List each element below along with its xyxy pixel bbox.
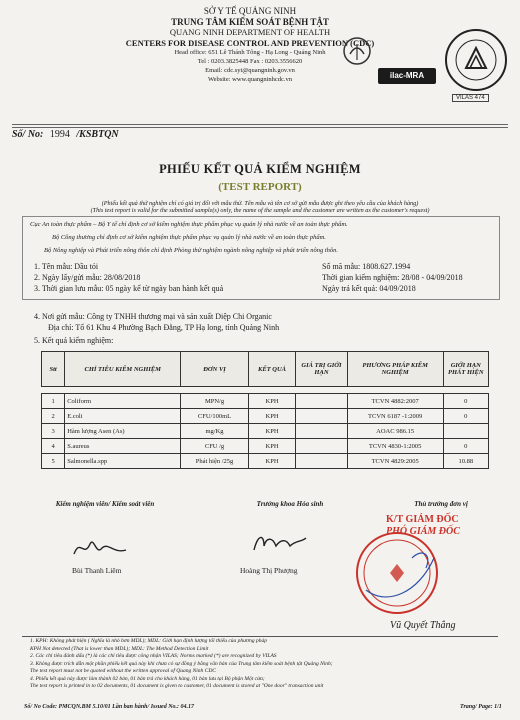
table-cell: KPH — [248, 424, 295, 439]
col-result: KẾT QUẢ — [248, 352, 295, 387]
vilas-badge: VILAS 474 — [452, 94, 489, 102]
table-cell: 4 — [42, 439, 65, 454]
table-row — [42, 439, 489, 454]
header-divider-2 — [12, 127, 508, 128]
report-subtitle: (TEST REPORT) — [218, 181, 302, 193]
table-cell: Coliform — [65, 394, 181, 409]
spacer-cell — [42, 387, 65, 394]
result-date: Ngày trả kết quả: 04/09/2018 — [322, 284, 416, 293]
table-cell: E.coli — [65, 409, 181, 424]
official-stamp-icon — [352, 528, 442, 618]
col-unit: ĐƠN VỊ — [181, 352, 249, 387]
footnote-1-en: KPH Not detected (That is lower than MDL); MDL: The Method Detection Limit — [30, 645, 209, 652]
table-cell: 0 — [443, 409, 488, 424]
footnote-4-en: The test report is printed in to 02 documents, 01 document is given to customer, 01 document is stored at "One door" transaction unit — [30, 683, 324, 689]
tester-signature-icon — [70, 536, 130, 560]
tester-name: Bùi Thanh Liêm — [72, 566, 122, 575]
director-role-1: K/T GIÁM ĐỐC — [386, 514, 459, 525]
footer-divider — [22, 636, 498, 637]
table-cell: 5 — [42, 454, 65, 469]
note-en: (This test report is valid for the submitted sample(s) only, the name of the sample and the customer are written as the customer's request) — [90, 207, 430, 214]
footnote-3: 3. Không được trích dẫn một phần phiếu kết quả này khi chưa có sự đồng ý bằng văn bản của Trung tâm kiểm soát bệnh tật Quảng Ninh; — [30, 660, 333, 667]
table-cell: mg/Kg — [181, 424, 249, 439]
table-cell: Phát hiện /25g — [181, 454, 249, 469]
accreditation-seal-icon — [444, 28, 508, 92]
table-header-row — [42, 352, 489, 387]
table-row — [42, 394, 489, 409]
col-detection: GIỚI HẠN PHÁT HIỆN — [443, 352, 488, 387]
org-parent: SỞ Y TẾ QUẢNG NINH — [203, 6, 297, 16]
table-cell: 10.88 — [443, 454, 488, 469]
spacer-cell — [248, 387, 295, 394]
table-cell — [296, 454, 347, 469]
test-period: Thời gian kiểm nghiệm: 28/08 - 04/09/2018 — [322, 273, 463, 282]
table-cell: 3 — [42, 424, 65, 439]
sample-code: Số mã mẫu: 1808.627.1994 — [322, 262, 411, 271]
col-criteria: CHỈ TIÊU KIỂM NGHIỆM — [65, 352, 181, 387]
table-cell — [443, 424, 488, 439]
org-address: Head office: 651 Lê Thánh Tông - Hạ Long - Quảng Ninh — [174, 49, 326, 56]
director-role-2: PHÓ GIÁM ĐỐC — [386, 526, 460, 537]
report-number — [12, 129, 119, 140]
table-cell: KPH — [248, 394, 295, 409]
cdc-logo-icon — [342, 36, 372, 66]
table-cell: TCVN 4882:2007 — [347, 394, 443, 409]
statement-3: Bộ Nông nghiệp và Phát triển nông thôn chỉ định Phòng thử nghiệm ngành nông nghiệp và phát triển nông thôn. — [44, 247, 339, 254]
table-cell: KPH — [248, 409, 295, 424]
table-cell: 0 — [443, 394, 488, 409]
page-number: Trang/ Page: 1/1 — [460, 704, 502, 710]
table-spacer — [42, 387, 489, 394]
org-name: TRUNG TÂM KIỂM SOÁT BỆNH TẬT — [171, 16, 329, 27]
table-cell: TCVN 4829:2005 — [347, 454, 443, 469]
sender: 4. Nơi gửi mẫu: Công ty TNHH thương mại và sản xuất Diệp Chi Organic — [34, 312, 272, 321]
spacer-cell — [296, 387, 347, 394]
org-website: Website: www.quangninhcdc.vn — [207, 76, 293, 83]
col-stt: Stt — [42, 352, 65, 387]
report-title: PHIẾU KẾT QUẢ KIỂM NGHIỆM — [159, 162, 361, 176]
table-cell: 0 — [443, 439, 488, 454]
col-limit: GIÁ TRỊ GIỚI HẠN — [296, 352, 347, 387]
table-cell: KPH — [248, 454, 295, 469]
note-vi: (Phiếu kết quả thử nghiệm chỉ có giá trị đối với mẫu thử. Tên mẫu và tên cơ sở gửi mẫu được ghi theo yêu cầu của khách hàng) — [101, 200, 419, 207]
footnote-3-en: The test report must not be quoted without the written approval of Quang Ninh CDC — [30, 668, 216, 674]
spacer-cell — [347, 387, 443, 394]
table-cell: Salmonella.spp — [65, 454, 181, 469]
director-name: Vũ Quyết Thắng — [390, 620, 456, 631]
head-title: Trưởng khoa Hóa sinh — [256, 500, 324, 508]
tester-title: Kiểm nghiệm viên/ Kiểm soát viên — [55, 500, 155, 508]
footnote-4: 4. Phiếu kết quả này được làm thành 02 bản, 01 bản trả cho khách hàng, 01 bản lưu tại Bộ phận Một cửa; — [30, 675, 265, 682]
table-cell: AOAC 986.15 — [347, 424, 443, 439]
col-method: PHƯƠNG PHÁP KIỂM NGHIỆM — [347, 352, 443, 387]
footnote-1: 1. KPH: Không phát hiện ( Nghĩa là nhỏ hơn MDL); MDL: Giới hạn định lượng tối thiểu của phương pháp — [30, 638, 267, 644]
header-divider — [12, 124, 508, 125]
table-cell — [296, 424, 347, 439]
table-cell: Hàm lượng Asen (As) — [65, 424, 181, 439]
storage-time: 3. Thời gian lưu mẫu: 05 ngày kể từ ngày ban hành kết quả — [34, 284, 224, 293]
table-row — [42, 424, 489, 439]
results-table — [41, 351, 489, 469]
ilac-mra-logo: ilac-MRA — [378, 68, 436, 84]
table-cell: TCVN 6187 -1:2009 — [347, 409, 443, 424]
spacer-cell — [65, 387, 181, 394]
table-cell: CFU /g — [181, 439, 249, 454]
report-number-value: 1994 — [49, 129, 70, 140]
sender-address: Địa chỉ: Tổ 61 Khu 4 Phường Bạch Đằng, TP Hạ long, tỉnh Quảng Ninh — [48, 323, 280, 332]
report-number-suffix: /KSBTQN — [76, 129, 119, 140]
received-date: 2. Ngày lấy/gửi mẫu: 28/08/2018 — [34, 273, 141, 282]
spacer-cell — [181, 387, 249, 394]
org-phone: Tel : 0203.3825448 Fax : 0203.3556620 — [197, 58, 303, 65]
head-signature-icon — [250, 530, 310, 556]
table-cell — [296, 394, 347, 409]
table-cell: MPN/g — [181, 394, 249, 409]
director-title: Thủ trưởng đơn vị — [414, 500, 468, 508]
head-name: Hoàng Thị Phượng — [240, 566, 298, 575]
sample-name: 1. Tên mẫu: Dầu tỏi — [34, 262, 99, 271]
document-code: Số/ No Code: PMCQN.BM 5.10/01 Lần ban hành/ Issued No.: 04.17 — [24, 704, 195, 710]
table-cell: S.aureus — [65, 439, 181, 454]
statement-2: Bộ Công thương chỉ định cơ sở kiểm nghiệm thực phẩm phục vụ quản lý nhà nước về an toàn thực phẩm. — [52, 234, 326, 241]
org-email: Email: cdc.syt@quangninh.gov.vn — [205, 67, 295, 74]
table-row — [42, 454, 489, 469]
org-name-en: CENTERS FOR DISEASE CONTROL AND PREVENTION (CDC) — [125, 37, 375, 48]
table-cell — [296, 409, 347, 424]
table-cell: CFU/100mL — [181, 409, 249, 424]
statement-1: Cục An toàn thực phẩm – Bộ Y tế chỉ định cơ sở kiểm nghiệm thực phẩm phục vụ quản lý nhà nước về an toàn thực phẩm. — [30, 221, 348, 228]
table-row — [42, 409, 489, 424]
footnotes — [30, 638, 500, 691]
table-cell — [296, 439, 347, 454]
table-cell: KPH — [248, 439, 295, 454]
org-parent-en: QUANG NINH DEPARTMENT OF HEALTH — [169, 27, 331, 37]
table-cell: TCVN 4830-1:2005 — [347, 439, 443, 454]
report-number-label: Số/ No: — [12, 129, 44, 140]
results-label: 5. Kết quả kiểm nghiệm: — [34, 336, 114, 345]
footnote-2: 2. Các chỉ tiêu đánh dấu (*) là các chỉ tiêu được công nhận VILAS; Norms marked (*) are recognized by VILAS — [30, 653, 277, 659]
table-cell: 1 — [42, 394, 65, 409]
table-cell: 2 — [42, 409, 65, 424]
spacer-cell — [443, 387, 488, 394]
